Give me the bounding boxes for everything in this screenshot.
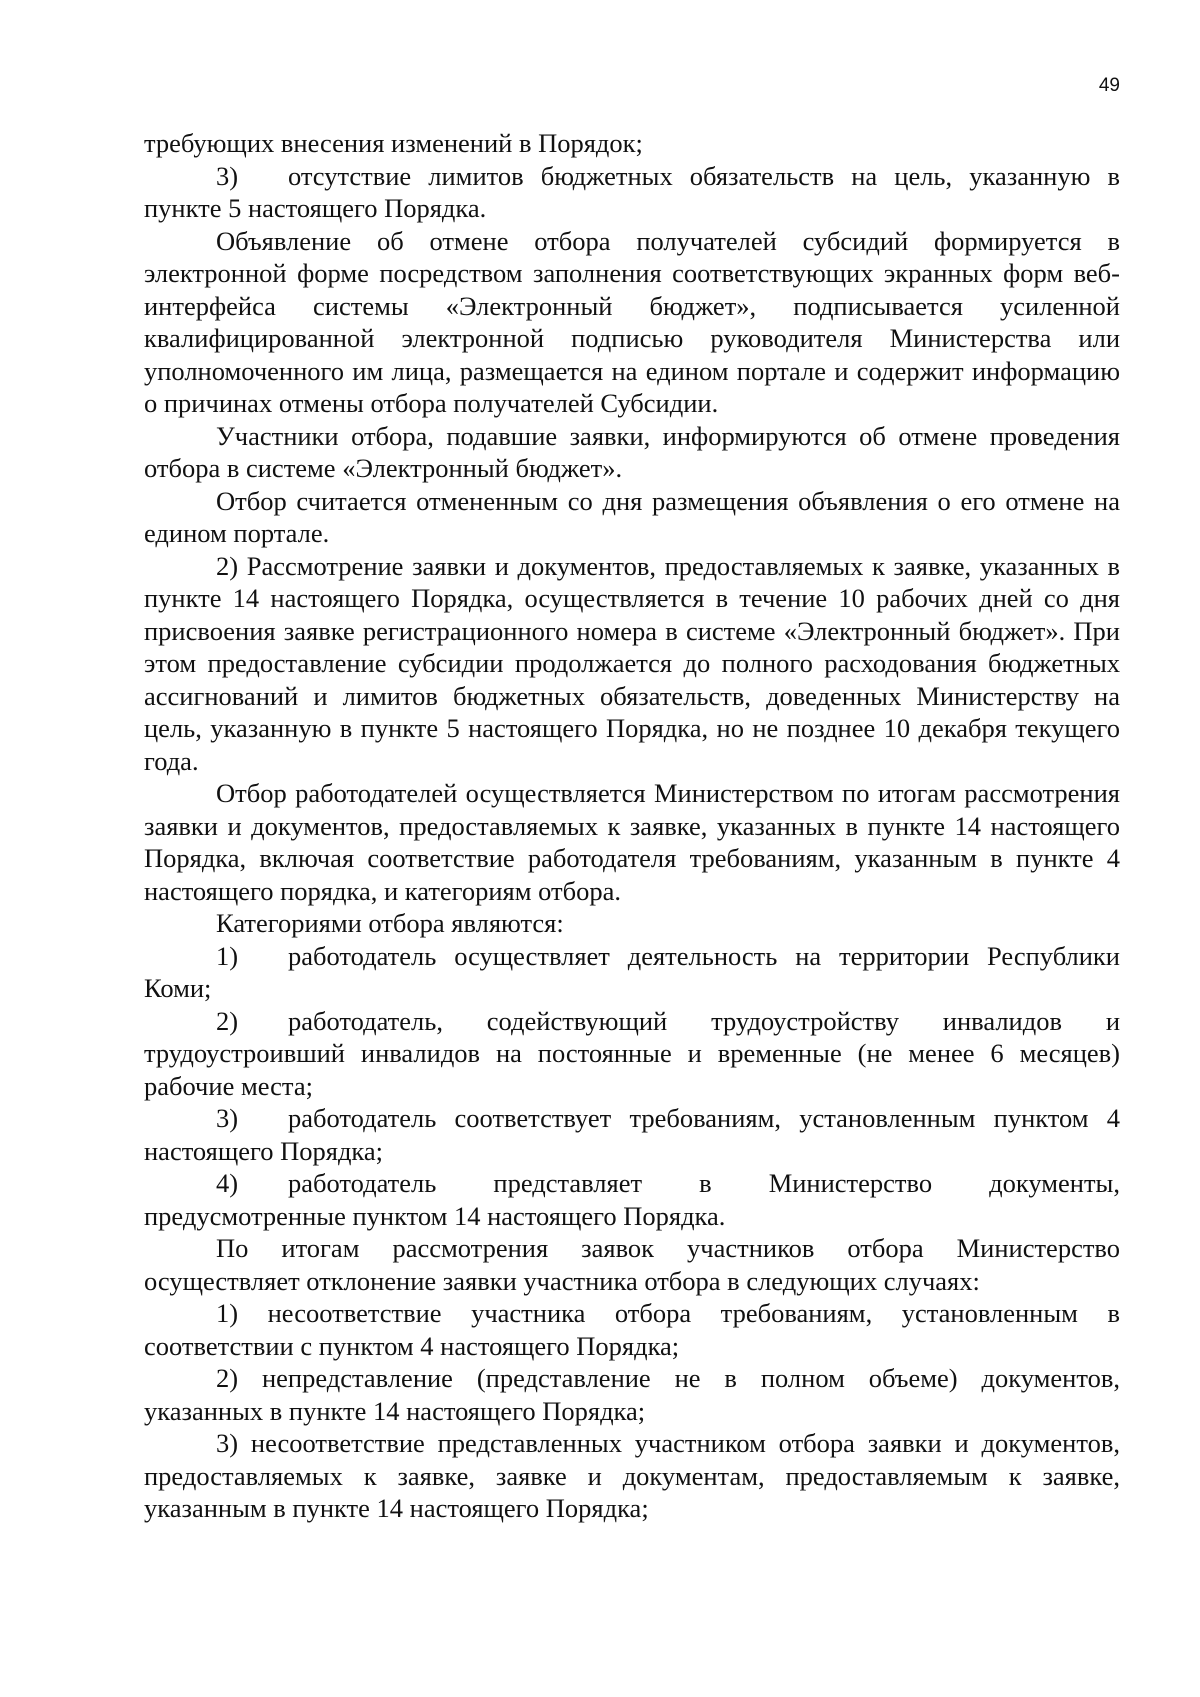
list-item bbox=[144, 1005, 1120, 1103]
paragraph-text: 2) Рассмотрение заявки и документов, предоставляемых к заявке, указанных в пункте 14 настоящего Порядка, осуществляется в течение 10 рабочих дней со дня присвоения заявке регистрационного номера в системе «Электронный бюджет». При этом предоставление субсидии продолжается до полного расходования бюджетных ассигнований и лимитов бюджетных обязательств, доведенных Министерству на цель, указанную в пункте 5 настоящего Порядка, но не позднее 10 декабря текущего года. bbox=[144, 550, 1120, 776]
paragraph-text: Отбор работодателей осуществляется Министерством по итогам рассмотрения заявки и документов, предоставляемых к заявке, указанных в пункте 14 настоящего Порядка, включая соответствие работодателя требованиям, указанным в пункте 4 настоящего порядка, и категориям отбора. bbox=[144, 778, 1120, 906]
paragraph bbox=[144, 1362, 1120, 1427]
paragraph bbox=[144, 907, 1120, 940]
list-number: 2) bbox=[216, 1005, 239, 1036]
paragraph-text: Категориями отбора являются: bbox=[216, 908, 564, 938]
paragraph-text: работодатель осуществляет деятельность на территории Республики Коми; bbox=[144, 940, 1120, 1003]
paragraph-continuation bbox=[144, 127, 1120, 160]
paragraph bbox=[144, 225, 1120, 420]
paragraph-text: отсутствие лимитов бюджетных обязательств на цель, указанную в пункте 5 настоящего Порядка. bbox=[144, 160, 1120, 223]
paragraph bbox=[144, 550, 1120, 778]
document-body bbox=[144, 127, 1120, 1525]
paragraph bbox=[144, 485, 1120, 550]
paragraph bbox=[144, 1427, 1120, 1525]
paragraph bbox=[144, 1297, 1120, 1362]
list-item bbox=[144, 940, 1120, 1005]
paragraph-text: 2) непредставление (представление не в полном объеме) документов, указанных в пункте 14 настоящего Порядка; bbox=[144, 1363, 1120, 1426]
paragraph-text: 1) несоответствие участника отбора требованиям, установленным в соответствии с пунктом 4 настоящего Порядка; bbox=[144, 1298, 1120, 1361]
list-item bbox=[144, 1167, 1120, 1232]
paragraph bbox=[144, 1232, 1120, 1297]
list-item bbox=[144, 1102, 1120, 1167]
paragraph bbox=[144, 420, 1120, 485]
paragraph-text: Объявление об отмене отбора получателей субсидий формируется в электронной форме посредством заполнения соответствующих экранных форм веб-интерфейса системы «Электронный бюджет», подписывается усиленной квалифицированной электронной подписью руководителя Министерства или уполномоченного им лица, размещается на едином портале и содержит информацию о причинах отмены отбора получателей Субсидии. bbox=[144, 225, 1120, 418]
paragraph-text: работодатель, содействующий трудоустройству инвалидов и трудоустроивший инвалидов на постоянные и временные (не менее 6 месяцев) рабочие места; bbox=[144, 1005, 1120, 1101]
list-number: 3) bbox=[216, 1103, 239, 1133]
paragraph-text: Отбор считается отмененным со дня размещения объявления о его отмене на едином портале. bbox=[144, 485, 1120, 548]
list-number: 4) bbox=[216, 1168, 239, 1198]
paragraph-text: работодатель представляет в Министерство документы, предусмотренные пунктом 14 настоящего Порядка. bbox=[144, 1168, 1120, 1231]
list-number: 1) bbox=[216, 940, 239, 971]
paragraph-text: Участники отбора, подавшие заявки, информируются об отмене проведения отбора в системе «Электронный бюджет». bbox=[144, 420, 1120, 483]
list-number: 3) bbox=[216, 160, 239, 191]
list-item bbox=[144, 160, 1120, 225]
paragraph-text: требующих внесения изменений в Порядок; bbox=[144, 128, 643, 158]
paragraph-text: По итогам рассмотрения заявок участников отбора Министерство осуществляет отклонение заявки участника отбора в следующих случаях: bbox=[144, 1233, 1120, 1296]
paragraph-text: работодатель соответствует требованиям, установленным пунктом 4 настоящего Порядка; bbox=[144, 1103, 1120, 1166]
paragraph-text: 3) несоответствие представленных участником отбора заявки и документов, предоставляемых к заявке, заявке и документам, предоставляемым к заявке, указанным в пункте 14 настоящего Порядка; bbox=[144, 1428, 1120, 1523]
paragraph bbox=[144, 777, 1120, 907]
page-number: 49 bbox=[1098, 75, 1120, 96]
